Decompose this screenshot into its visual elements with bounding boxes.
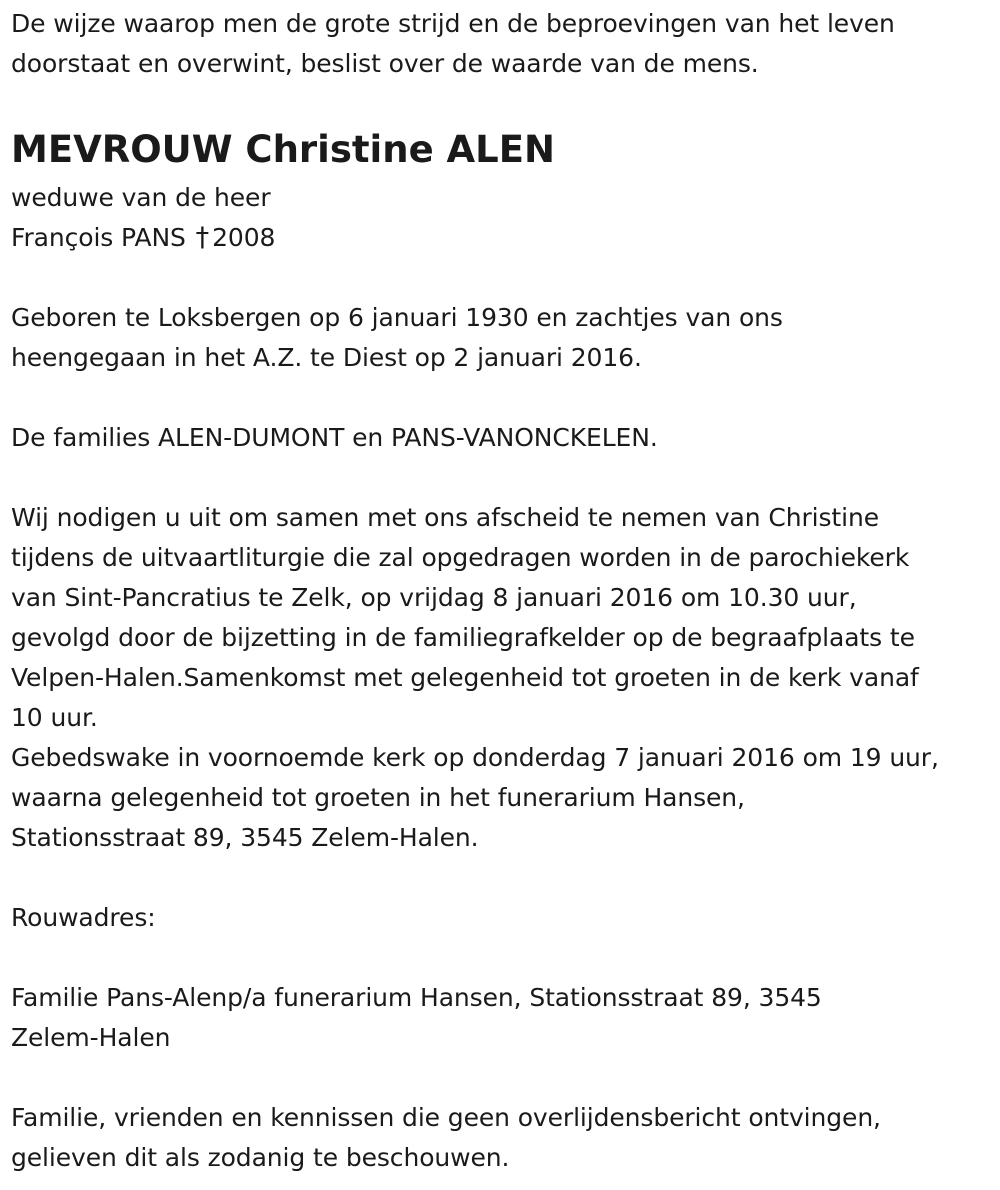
spouse-info [11, 178, 996, 258]
paragraph-line: tijdens de uitvaartliturgie die zal opgedragen worden in de parochiekerk [11, 543, 910, 572]
spacer [11, 378, 996, 418]
quote-line: doorstaat en overwint, beslist over de waarde van de mens. [11, 49, 759, 78]
mourning-address-label: Rouwadres: [11, 903, 156, 932]
paragraph-line: Geboren te Loksbergen op 6 januari 1930 en zachtjes van ons [11, 303, 783, 332]
paragraph-line: Gebedswake in voornoemde kerk op donderdag 7 januari 2016 om 19 uur, [11, 743, 939, 772]
paragraph-line: Wij nodigen u uit om samen met ons afscheid te nemen van Christine [11, 503, 879, 532]
paragraph-line: gelieven dit als zodanig te beschouwen. [11, 1143, 510, 1172]
spacer [11, 258, 996, 298]
spacer [11, 1058, 996, 1098]
address-line: Familie Pans-Alenp/a funerarium Hansen, Stationsstraat 89, 3545 [11, 983, 822, 1012]
paragraph-line: Velpen-Halen.Samenkomst met gelegenheid tot groeten in de kerk vanaf [11, 663, 919, 692]
paragraph-line: gevolgd door de bijzetting in de familiegrafkelder op de begraafplaats te [11, 623, 915, 652]
paragraph-line: Stationsstraat 89, 3545 Zelem-Halen. [11, 823, 479, 852]
spouse-death-year: 2008 [212, 223, 276, 252]
families-line: De families ALEN-DUMONT en PANS-VANONCKELEN. [11, 423, 658, 452]
paragraph-line: van Sint-Pancratius te Zelk, op vrijdag 8 januari 2016 om 10.30 uur, [11, 583, 857, 612]
paragraph-line: waarna gelegenheid tot groeten in het funerarium Hansen, [11, 783, 745, 812]
spouse-line [11, 218, 996, 258]
obituary-notice [11, 4, 996, 1178]
deceased-name: MEVROUW Christine ALEN [11, 128, 555, 171]
opening-quote [11, 4, 996, 84]
paragraph-line: 10 uur. [11, 703, 98, 732]
cross-icon: † [195, 222, 210, 253]
address-line: Zelem-Halen [11, 1023, 171, 1052]
spacer [11, 458, 996, 498]
birth-death-paragraph [11, 298, 996, 378]
funeral-paragraph [11, 498, 996, 858]
quote-line: De wijze waarop men de grote strijd en de beproevingen van het leven [11, 9, 895, 38]
mourning-address [11, 978, 996, 1058]
spacer [11, 938, 996, 978]
widow-line: weduwe van de heer [11, 183, 271, 212]
closing-paragraph [11, 1098, 996, 1178]
paragraph-line: Familie, vrienden en kennissen die geen overlijdensbericht ontvingen, [11, 1103, 881, 1132]
spouse-name: François PANS [11, 223, 186, 252]
spacer [11, 858, 996, 898]
paragraph-line: heengegaan in het A.Z. te Diest op 2 januari 2016. [11, 343, 642, 372]
